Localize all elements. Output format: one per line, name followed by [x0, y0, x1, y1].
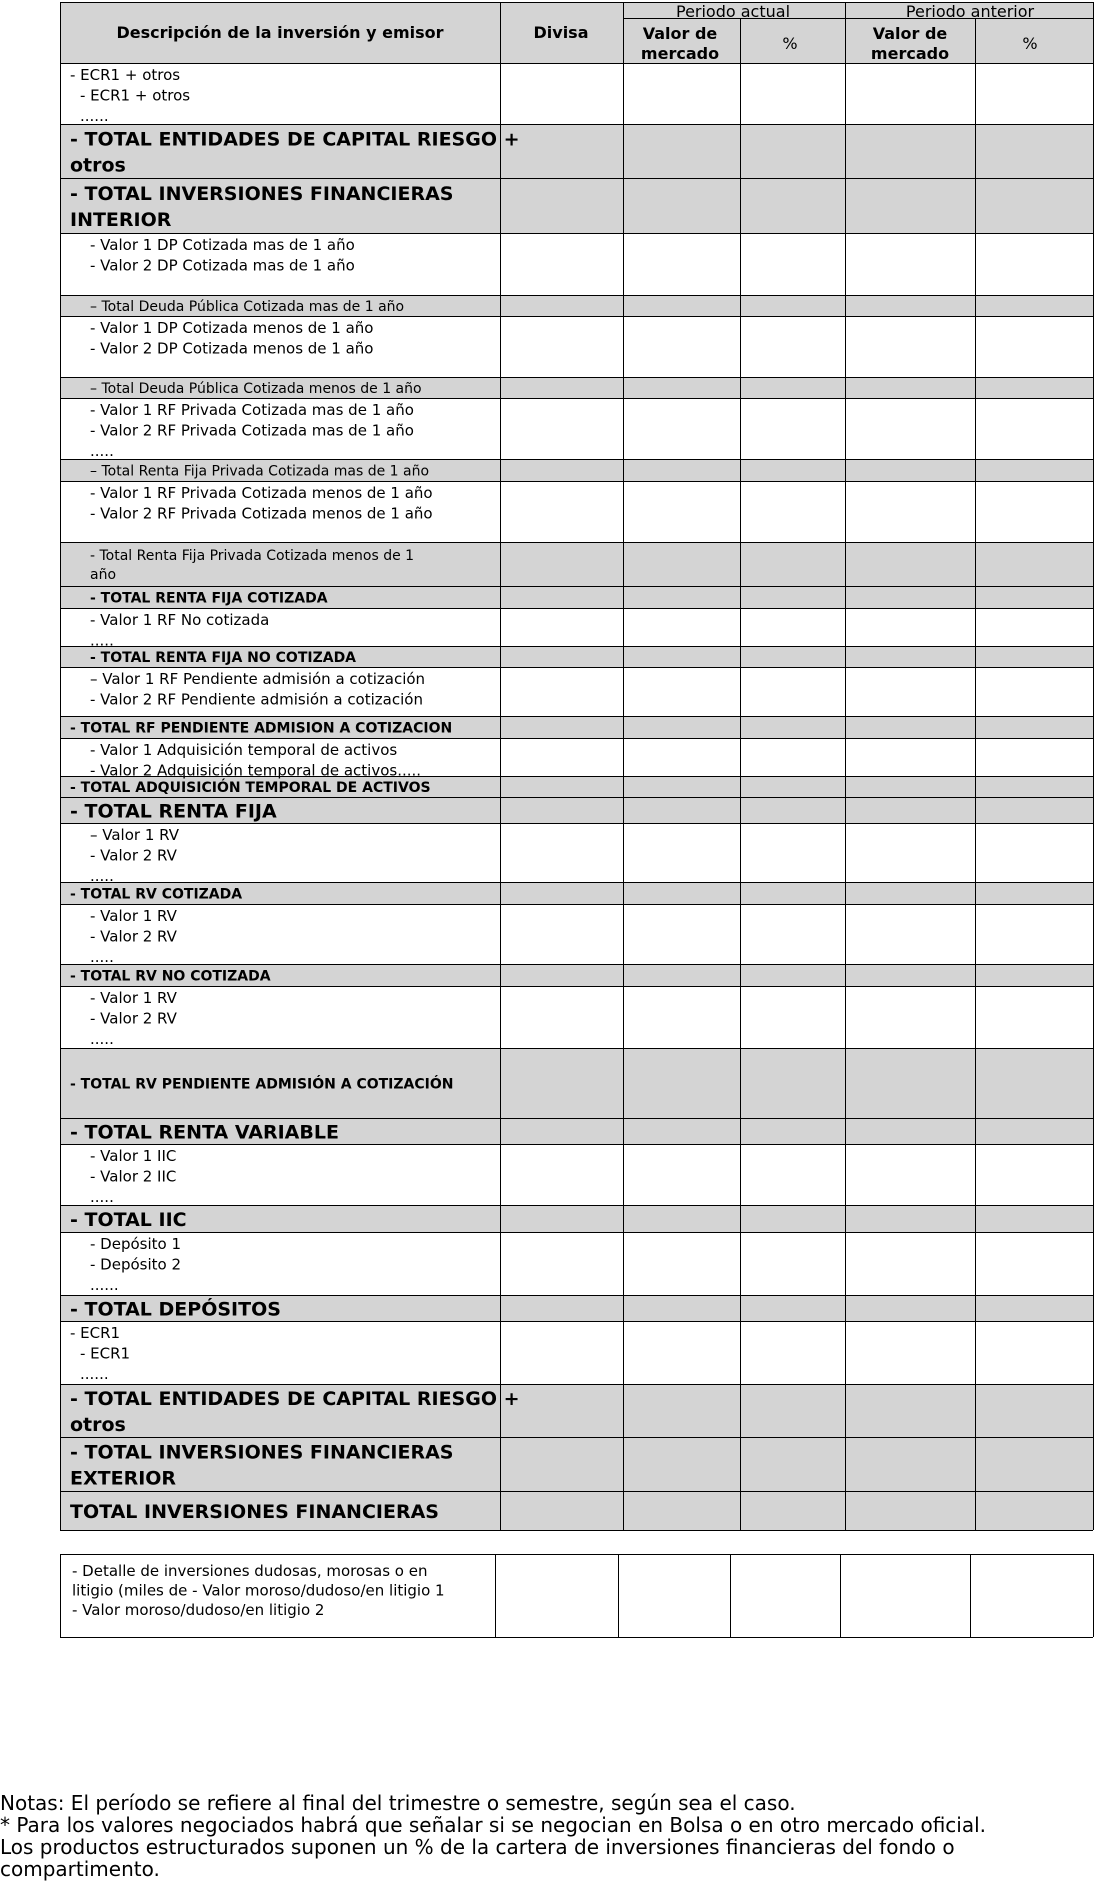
total-row-label: año: [90, 566, 117, 583]
investment-item-label: ......: [80, 1365, 109, 1383]
column-header-currency: Divisa: [533, 23, 589, 42]
investment-item-label: - Valor 2 Adquisición temporal de activos.....: [90, 761, 422, 780]
column-header-market-value: mercado: [870, 44, 950, 63]
investment-item-label: - ECR1: [80, 1344, 131, 1363]
note-line: compartimento.: [0, 1857, 160, 1881]
total-row-label: – Total Renta Fija Privada Cotizada mas de 1 año: [90, 463, 430, 480]
investment-item-label: - Valor 1 RF Privada Cotizada mas de 1 año: [90, 401, 414, 419]
column-header-description: Descripción de la inversión y emisor: [116, 23, 444, 42]
total-row-label: – Total Deuda Pública Cotizada mas de 1 año: [90, 298, 405, 315]
investment-item-label: - ECR1: [70, 1324, 121, 1342]
investment-item-label: - Valor 2 RF Pendiente admisión a cotización: [90, 690, 423, 709]
note-line: Notas: El período se refiere al final del trimestre o semestre, según sea el caso.: [0, 1791, 796, 1815]
total-row-label: EXTERIOR: [70, 1467, 177, 1490]
investment-item-label: - ECR1 + otros: [70, 66, 181, 84]
investment-item-label: - Valor 2 RV: [90, 1009, 177, 1028]
investment-item-label: - Valor 1 Adquisición temporal de activos: [90, 741, 398, 759]
investment-item-label: - Valor 1 DP Cotizada mas de 1 año: [90, 236, 355, 254]
investment-item-label: - Depósito 2: [90, 1255, 182, 1274]
total-row-label: - TOTAL RENTA FIJA NO COTIZADA: [90, 649, 357, 666]
investment-item-label: ......: [80, 107, 109, 125]
investment-item-label: - Valor 2 DP Cotizada mas de 1 año: [90, 256, 355, 275]
investment-item-label: - Valor 1 IIC: [90, 1147, 177, 1165]
total-row-label: - TOTAL DEPÓSITOS: [70, 1298, 281, 1321]
column-header-market-value: Valor de: [872, 24, 948, 43]
investment-item-label: .....: [90, 631, 114, 650]
total-row-label: - TOTAL RV COTIZADA: [70, 886, 243, 903]
doubtful-investments-label: - Detalle de inversiones dudosas, morosas o en: [72, 1562, 428, 1580]
investment-item-label: .....: [90, 948, 114, 966]
column-header-percent: %: [782, 34, 798, 53]
doubtful-investments-label: - Valor moroso/dudoso/en litigio 2: [72, 1601, 325, 1619]
total-row-label: - TOTAL IIC: [70, 1208, 187, 1231]
investment-item-label: - Valor 1 RV: [90, 907, 177, 925]
note-line: * Para los valores negociados habrá que señalar si se negocian en Bolsa o en otro mercado oficial.: [0, 1813, 987, 1837]
investment-item-label: - Valor 1 DP Cotizada menos de 1 año: [90, 319, 374, 337]
column-header-market-value: Valor de: [642, 24, 718, 43]
investment-item-label: .....: [90, 867, 114, 885]
total-row-label: - TOTAL INVERSIONES FINANCIERAS: [70, 182, 454, 205]
total-row-label: - TOTAL ENTIDADES DE CAPITAL RIESGO +: [70, 1387, 520, 1410]
total-row-label: otros: [70, 154, 126, 177]
total-band: [60, 1206, 1093, 1232]
column-header-current-period: Periodo actual: [675, 2, 791, 21]
total-row-label: - TOTAL RENTA VARIABLE: [70, 1121, 339, 1144]
total-row-label: TOTAL INVERSIONES FINANCIERAS: [70, 1500, 439, 1523]
investment-item-label: - Valor 1 RF Privada Cotizada menos de 1 año: [90, 484, 433, 502]
investment-item-label: - Valor 1 RF No cotizada: [90, 611, 270, 629]
total-row-label: INTERIOR: [70, 208, 172, 231]
total-row-label: otros: [70, 1413, 126, 1436]
footnotes: [0, 1792, 1097, 1880]
column-header-percent: %: [1022, 34, 1038, 53]
investment-item-label: - Valor 1 RV: [90, 989, 177, 1007]
investment-item-label: - Depósito 1: [90, 1235, 182, 1253]
investment-item-label: .....: [90, 1030, 114, 1048]
total-row-label: - TOTAL RENTA FIJA: [70, 800, 277, 823]
investment-item-label: - Valor 2 RV: [90, 927, 177, 946]
investment-item-label: – Valor 1 RV: [90, 826, 180, 844]
investment-item-label: ......: [90, 1276, 119, 1294]
total-row-label: - TOTAL RV NO COTIZADA: [70, 968, 271, 985]
total-row-label: - TOTAL INVERSIONES FINANCIERAS: [70, 1441, 454, 1464]
column-header-market-value: mercado: [640, 44, 720, 63]
note-line: Los productos estructurados suponen un % de la cartera de inversiones financieras del fondo o: [0, 1835, 955, 1859]
column-header-previous-period: Periodo anterior: [905, 2, 1035, 21]
total-row-label: - TOTAL ADQUISICIÓN TEMPORAL DE ACTIVOS: [70, 779, 431, 796]
total-row-label: - Total Renta Fija Privada Cotizada menos de 1: [90, 547, 415, 564]
investment-item-label: - Valor 2 RF Privada Cotizada mas de 1 año: [90, 421, 414, 440]
investment-item-label: - ECR1 + otros: [80, 86, 191, 105]
total-row-label: - TOTAL RF PENDIENTE ADMISION A COTIZACION: [70, 720, 453, 737]
total-row-label: - TOTAL ENTIDADES DE CAPITAL RIESGO +: [70, 128, 520, 151]
investment-item-label: - Valor 2 RV: [90, 846, 177, 865]
investment-item-label: - Valor 2 IIC: [90, 1167, 177, 1186]
total-row-label: - TOTAL RENTA FIJA COTIZADA: [90, 590, 328, 607]
doubtful-investments-label: litigio (miles de - Valor moroso/dudoso/en litigio 1: [72, 1581, 445, 1600]
total-row-label: - TOTAL RV PENDIENTE ADMISIÓN A COTIZACIÓN: [70, 1076, 454, 1093]
investment-item-label: – Valor 1 RF Pendiente admisión a cotización: [90, 670, 426, 688]
investment-item-label: - Valor 2 RF Privada Cotizada menos de 1 año: [90, 504, 433, 523]
investment-item-label: .....: [90, 1188, 114, 1206]
investment-item-label: - Valor 2 DP Cotizada menos de 1 año: [90, 339, 374, 358]
total-row-label: – Total Deuda Pública Cotizada menos de 1 año: [90, 380, 422, 397]
investment-item-label: .....: [90, 442, 114, 460]
